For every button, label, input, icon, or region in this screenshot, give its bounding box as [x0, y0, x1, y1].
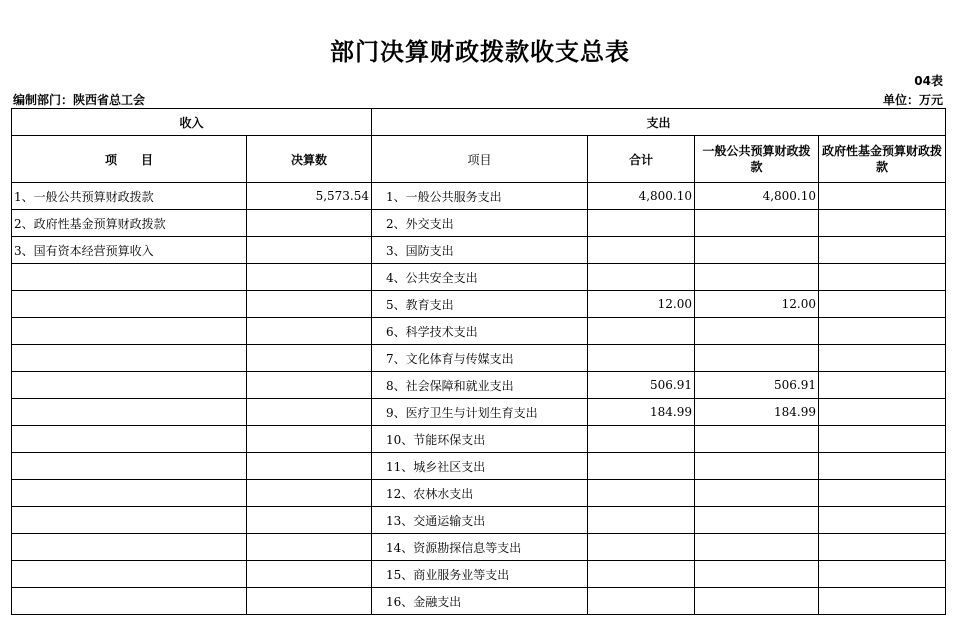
- expense-general-cell: [695, 318, 819, 345]
- expense-total-cell: [588, 345, 695, 372]
- expense-fund-cell: [819, 561, 946, 588]
- expense-general-cell: [695, 237, 819, 264]
- expense-total-header: 合计: [588, 136, 695, 183]
- expense-general-cell: 184.99: [695, 399, 819, 426]
- table-row: [12, 426, 946, 453]
- table-row: [12, 210, 946, 237]
- income-item-cell: [12, 453, 247, 480]
- table-row: [12, 480, 946, 507]
- income-item-cell: [12, 291, 247, 318]
- expense-total-cell: [588, 561, 695, 588]
- expense-fund-cell: [819, 183, 946, 210]
- income-amount-header: 决算数: [247, 136, 372, 183]
- expense-general-cell: [695, 426, 819, 453]
- expense-item-cell: 4、公共安全支出: [372, 264, 588, 291]
- table-row: [12, 453, 946, 480]
- expense-item-cell: 2、外交支出: [372, 210, 588, 237]
- table-row: [12, 588, 946, 615]
- expense-fund-cell: [819, 399, 946, 426]
- income-item-cell: [12, 534, 247, 561]
- income-amount-cell: [247, 507, 372, 534]
- expense-total-cell: [588, 426, 695, 453]
- expense-fund-cell: [819, 264, 946, 291]
- expense-fund-cell: [819, 345, 946, 372]
- income-item-cell: [12, 264, 247, 291]
- income-item-cell: [12, 345, 247, 372]
- expense-item-cell: 6、科学技术支出: [372, 318, 588, 345]
- expense-item-cell: 8、社会保障和就业支出: [372, 372, 588, 399]
- income-amount-cell: [247, 264, 372, 291]
- expense-general-cell: 4,800.10: [695, 183, 819, 210]
- expense-fund-cell: [819, 372, 946, 399]
- expense-total-cell: 4,800.10: [588, 183, 695, 210]
- expense-total-cell: [588, 237, 695, 264]
- income-item-cell: [12, 507, 247, 534]
- income-amount-cell: [247, 561, 372, 588]
- income-item-cell: [12, 399, 247, 426]
- expense-item-cell: 10、节能环保支出: [372, 426, 588, 453]
- expense-total-cell: [588, 264, 695, 291]
- table-row: [12, 507, 946, 534]
- table-row: [12, 264, 946, 291]
- expense-total-cell: [588, 453, 695, 480]
- expense-general-cell: [695, 453, 819, 480]
- expense-fund-cell: [819, 426, 946, 453]
- expense-item-cell: 7、文化体育与传媒支出: [372, 345, 588, 372]
- income-item-cell: [12, 426, 247, 453]
- income-amount-cell: [247, 534, 372, 561]
- expense-general-cell: 12.00: [695, 291, 819, 318]
- expense-general-cell: [695, 210, 819, 237]
- table-row: [12, 399, 946, 426]
- expense-general-cell: [695, 480, 819, 507]
- expense-general-cell: [695, 345, 819, 372]
- income-item-cell: [12, 372, 247, 399]
- expense-item-cell: 11、城乡社区支出: [372, 453, 588, 480]
- expense-total-cell: [588, 480, 695, 507]
- expense-fund-cell: [819, 210, 946, 237]
- expense-fund-cell: [819, 318, 946, 345]
- table-row: [12, 345, 946, 372]
- expense-total-cell: 506.91: [588, 372, 695, 399]
- income-amount-cell: [247, 237, 372, 264]
- expense-fund-cell: [819, 534, 946, 561]
- expense-general-cell: [695, 534, 819, 561]
- expense-total-cell: [588, 318, 695, 345]
- expense-item-cell: 12、农林水支出: [372, 480, 588, 507]
- income-amount-cell: [247, 426, 372, 453]
- expense-item-header: 项目: [372, 136, 588, 183]
- table-body: [12, 183, 946, 615]
- income-item-header: 项 目: [12, 136, 247, 183]
- page-title: 部门决算财政拨款收支总表: [330, 38, 630, 66]
- table-row: [12, 372, 946, 399]
- income-amount-cell: [247, 210, 372, 237]
- expense-fund-cell: [819, 453, 946, 480]
- table-row: [12, 318, 946, 345]
- expense-header: 支出: [372, 109, 946, 136]
- table-row: [12, 291, 946, 318]
- income-amount-cell: [247, 372, 372, 399]
- expense-fund-cell: [819, 480, 946, 507]
- income-item-cell: 2、政府性基金预算财政拨款: [12, 210, 247, 237]
- income-amount-cell: [247, 291, 372, 318]
- expense-fund-cell: [819, 237, 946, 264]
- expense-total-cell: [588, 588, 695, 615]
- expense-item-cell: 9、医疗卫生与计划生育支出: [372, 399, 588, 426]
- compiling-department: 编制部门：陕西省总工会: [13, 93, 146, 107]
- expense-total-cell: [588, 507, 695, 534]
- income-amount-cell: [247, 345, 372, 372]
- table-row: [12, 561, 946, 588]
- income-amount-cell: [247, 453, 372, 480]
- expense-total-cell: 184.99: [588, 399, 695, 426]
- income-amount-cell: [247, 318, 372, 345]
- income-item-cell: 3、国有资本经营预算收入: [12, 237, 247, 264]
- income-item-cell: [12, 561, 247, 588]
- expense-fund-cell: [819, 291, 946, 318]
- table-row: [12, 183, 946, 210]
- expense-general-cell: [695, 507, 819, 534]
- income-amount-cell: [247, 399, 372, 426]
- expense-general-cell: 506.91: [695, 372, 819, 399]
- expense-general-cell: [695, 588, 819, 615]
- expense-item-cell: 1、一般公共服务支出: [372, 183, 588, 210]
- income-amount-cell: [247, 480, 372, 507]
- income-item-cell: 1、一般公共预算财政拨款: [12, 183, 247, 210]
- expense-item-cell: 3、国防支出: [372, 237, 588, 264]
- unit-label: 单位：万元: [882, 93, 943, 107]
- table-row: [12, 237, 946, 264]
- expense-total-cell: [588, 534, 695, 561]
- expense-total-cell: 12.00: [588, 291, 695, 318]
- expense-item-cell: 5、教育支出: [372, 291, 588, 318]
- income-item-cell: [12, 588, 247, 615]
- income-item-cell: [12, 318, 247, 345]
- expense-total-cell: [588, 210, 695, 237]
- expense-general-header: 一般公共预算财政拨款: [695, 136, 819, 183]
- expense-general-cell: [695, 264, 819, 291]
- expense-item-cell: 15、商业服务业等支出: [372, 561, 588, 588]
- income-item-cell: [12, 480, 247, 507]
- expense-general-cell: [695, 561, 819, 588]
- summary-table: [11, 108, 946, 615]
- expense-fund-cell: [819, 507, 946, 534]
- expense-fund-cell: [819, 588, 946, 615]
- expense-item-cell: 13、交通运输支出: [372, 507, 588, 534]
- income-header: 收入: [12, 109, 372, 136]
- income-amount-cell: [247, 588, 372, 615]
- income-amount-cell: 5,573.54: [247, 183, 372, 210]
- table-row: [12, 534, 946, 561]
- expense-fund-header: 政府性基金预算财政拨款: [819, 136, 946, 183]
- expense-item-cell: 14、资源勘探信息等支出: [372, 534, 588, 561]
- expense-item-cell: 16、金融支出: [372, 588, 588, 615]
- table-number: 04表: [914, 74, 943, 88]
